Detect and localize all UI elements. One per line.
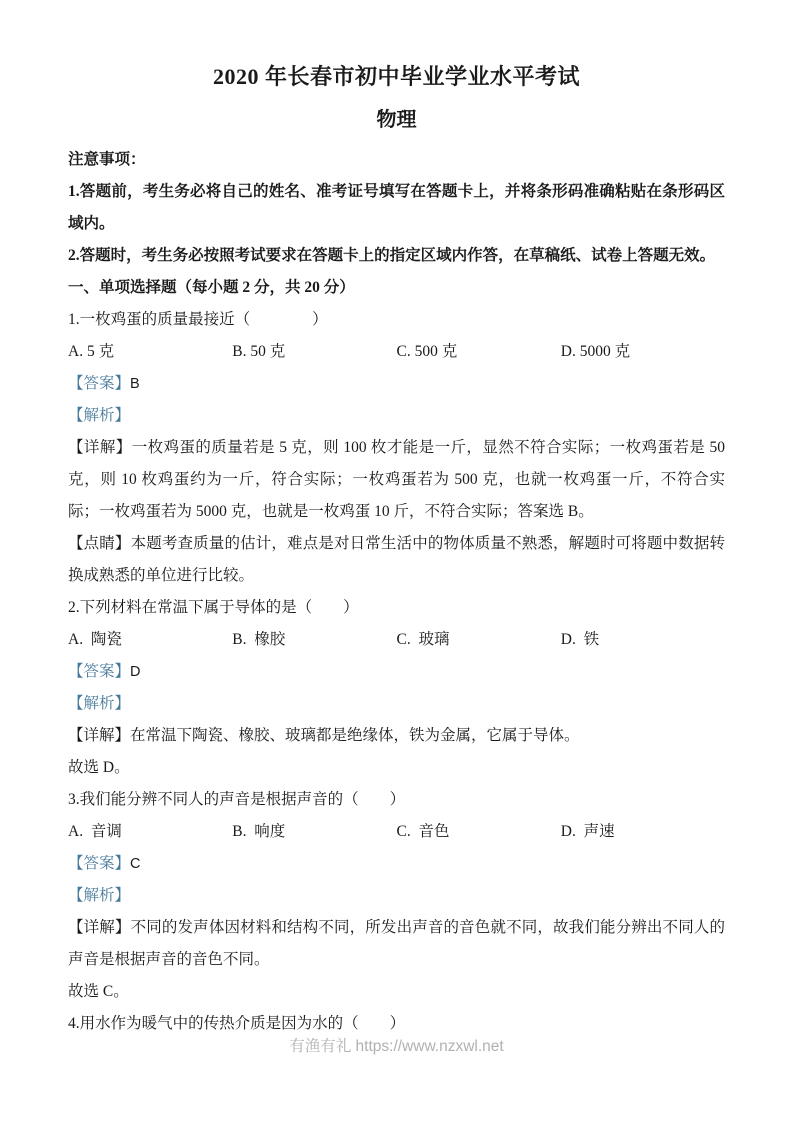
answer-value: C xyxy=(130,856,141,872)
options-row xyxy=(68,624,725,656)
option-c: C. 玻璃 xyxy=(396,631,450,648)
option-b: B. 50 克 xyxy=(232,343,286,360)
answer-label: 【答案】 xyxy=(68,375,131,392)
detail-paragraph xyxy=(68,432,725,528)
answer-line xyxy=(68,848,725,880)
detail-text: 一枚鸡蛋的质量若是 5 克，则 100 枚才能是一斤，显然不符合实际；一枚鸡蛋若是 50 克，则 10 枚鸡蛋约为一斤，符合实际；一枚鸡蛋若为 500 克，也就一枚鸡蛋一斤，不符合实际；一枚鸡蛋若为 5000 克，也就是一枚鸡蛋 10 斤，不符合实际；答案选 B。 xyxy=(68,439,725,520)
answer-value: B xyxy=(130,376,140,392)
conclusion-line: 故选 D。 xyxy=(68,759,130,776)
tip-label: 【点睛】 xyxy=(68,535,131,552)
question-block-2 xyxy=(68,592,725,784)
option-c: C. 500 克 xyxy=(396,343,458,360)
analysis-line xyxy=(68,880,725,912)
footer-watermark xyxy=(0,1034,793,1056)
analysis-line xyxy=(68,400,725,432)
option-a: A. 5 克 xyxy=(68,343,115,360)
option-a: A. 陶瓷 xyxy=(68,631,122,648)
analysis-line xyxy=(68,688,725,720)
option-b: B. 响度 xyxy=(232,823,286,840)
detail-text: 不同的发声体因材料和结构不同，所发出声音的音色就不同，故我们能分辨出不同人的声音是根据声音的音色不同。 xyxy=(68,919,725,968)
analysis-label: 【解析】 xyxy=(68,407,131,424)
exam-title: 2020 年长春市初中毕业学业水平考试 xyxy=(212,64,580,89)
answer-value: D xyxy=(130,664,141,680)
answer-line xyxy=(68,656,725,688)
conclusion-line: 故选 C。 xyxy=(68,983,129,1000)
footer-link[interactable]: 有渔有礼 https://www.nzxwl.net xyxy=(289,1038,504,1055)
option-d: D. 声速 xyxy=(560,823,615,840)
detail-label: 【详解】 xyxy=(68,919,131,936)
detail-paragraph xyxy=(68,720,725,752)
tip-paragraph xyxy=(68,528,725,592)
detail-paragraph xyxy=(68,912,725,976)
options-row xyxy=(68,816,725,848)
detail-label: 【详解】 xyxy=(68,727,131,744)
question-block-3 xyxy=(68,784,725,1008)
notice-heading: 注意事项： xyxy=(68,151,146,168)
option-d: D. 铁 xyxy=(560,631,600,648)
tip-text: 本题考查质量的估计，难点是对日常生活中的物体质量不熟悉，解题时可将题中数据转换成熟悉的单位进行比较。 xyxy=(68,535,725,584)
options-row xyxy=(68,336,725,368)
question-stem: 3.我们能分辨不同人的声音是根据声音的（ ） xyxy=(68,791,406,808)
section-heading: 一、单项选择题（每小题 2 分，共 20 分） xyxy=(68,279,355,296)
analysis-label: 【解析】 xyxy=(68,695,131,712)
option-d: D. 5000 克 xyxy=(560,343,631,360)
option-b: B. 橡胶 xyxy=(232,631,286,648)
question-block-1 xyxy=(68,304,725,592)
option-c: C. 音色 xyxy=(396,823,450,840)
answer-line xyxy=(68,368,725,400)
question-stem: 1.一枚鸡蛋的质量最接近（ ） xyxy=(68,311,328,328)
notice-item-1: 1.答题前，考生务必将自己的姓名、准考证号填写在答题卡上，并将条形码准确粘贴在条形码区域内。 xyxy=(68,183,725,232)
option-a: A. 音调 xyxy=(68,823,122,840)
notice-item-2: 2.答题时，考生务必按照考试要求在答题卡上的指定区域内作答，在草稿纸、试卷上答题无效。 xyxy=(68,247,716,264)
exam-subject: 物理 xyxy=(376,109,417,131)
answer-label: 【答案】 xyxy=(68,855,131,872)
detail-label: 【详解】 xyxy=(68,439,132,456)
answer-label: 【答案】 xyxy=(68,663,131,680)
question-stem: 4.用水作为暖气中的传热介质是因为水的（ ） xyxy=(68,1015,406,1032)
question-stem: 2.下列材料在常温下属于导体的是（ ） xyxy=(68,599,359,616)
analysis-label: 【解析】 xyxy=(68,887,131,904)
detail-text: 在常温下陶瓷、橡胶、玻璃都是绝缘体，铁为金属，它属于导体。 xyxy=(130,727,580,744)
